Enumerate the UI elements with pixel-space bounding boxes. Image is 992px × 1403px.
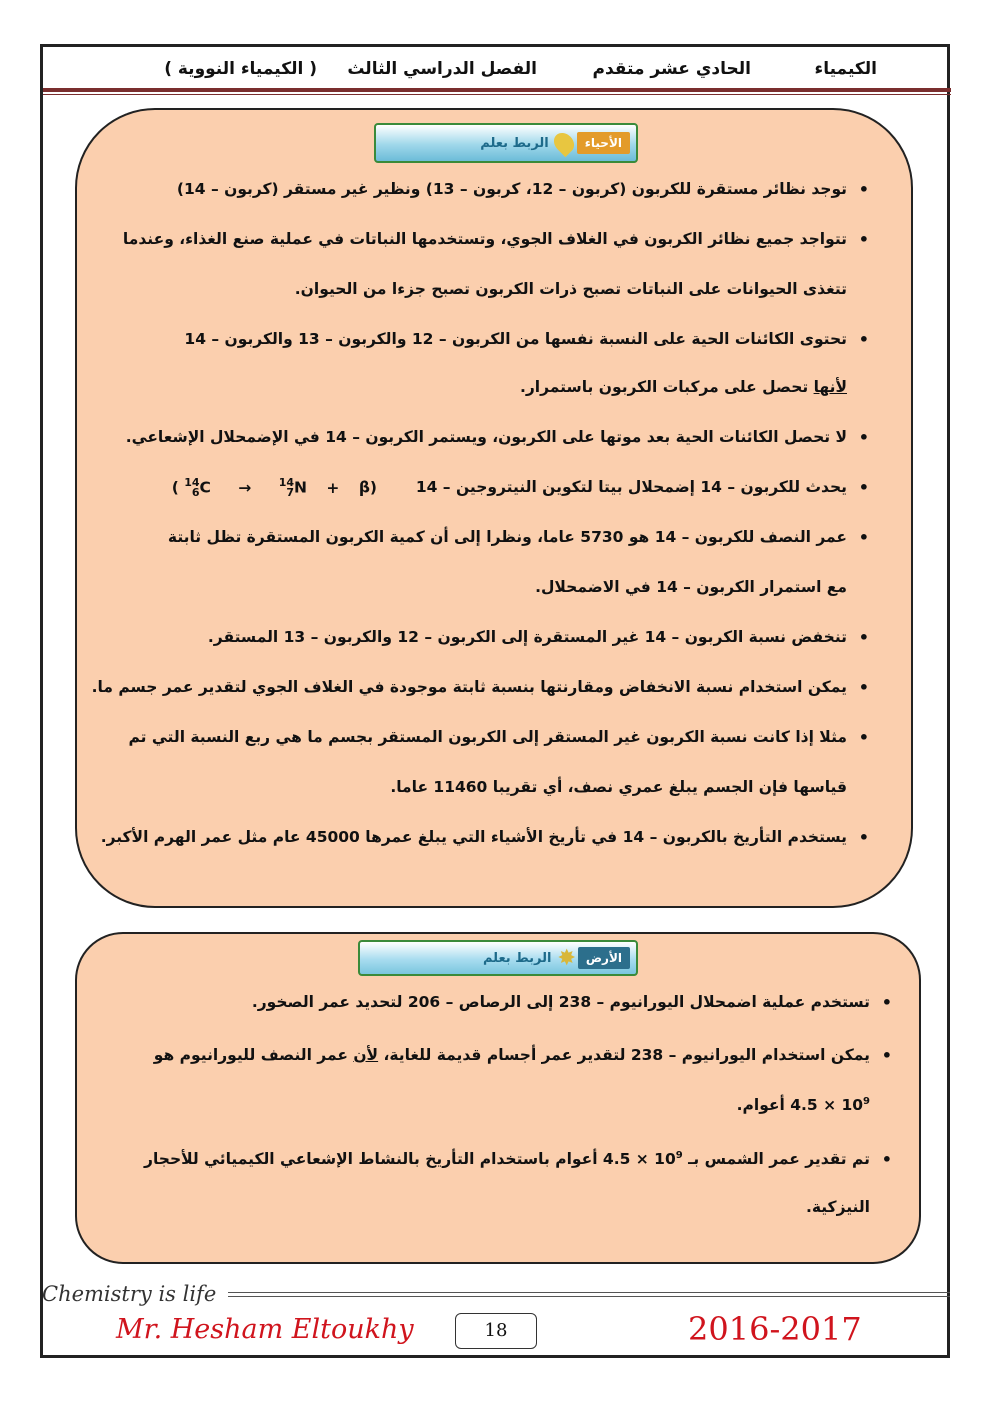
footer-divider-2 (228, 1296, 950, 1297)
bullet-estimate-age: • يمكن استخدام نسبة الانخفاض ومقارنتها بنسبة ثابتة موجودة في الغلاف الجوي لتقدير عمر جسم ما. (92, 678, 847, 696)
because-underlined-2: لأن (353, 1046, 379, 1064)
bullet-atmosphere-isotopes: • تتواجد جميع نظائر الكربون في الغلاف الجوي، وتستخدمها النباتات في عملية صنع الغذاء، وعندما (123, 230, 847, 248)
years-unit: أعوام. (736, 1096, 791, 1115)
bullet-sun-age-cont: النيزكية. (805, 1198, 870, 1216)
because-underlined: لأنها (813, 378, 847, 396)
bullet-sun-age (144, 1150, 870, 1168)
badge-earth-label: الأرض (578, 947, 630, 969)
uranium-half-life-text: عمر النصف لليورانيوم هو (153, 1046, 354, 1064)
bullet-example-cont: قياسها فإن الجسم يبلغ عمري نصف، أي تقريبا 11460 عاما. (390, 778, 847, 796)
bullet-uranium-rocks: • تستخدم عملية اضمحلال اليورانيوم – 238 إلى الرصاص – 206 لتحديد عمر الصخور. (252, 993, 870, 1011)
uranium-ancient-text: يمكن استخدام اليورانيوم – 238 لتقدير عمر أجسام قديمة للغاية، (378, 1046, 870, 1064)
bullet-atmosphere-isotopes-cont: تتغذى الحيوانات على النباتات تصبح ذرات الكربون تصبح جزءا من الحيوان. (294, 280, 847, 298)
sun-age-power: 10 (654, 1150, 676, 1169)
header-term: الفصل الدراسي الثالث (347, 59, 537, 79)
page-number: 18 (455, 1313, 537, 1349)
header-grade: الحادي عشر متقدم (592, 59, 751, 79)
sun-age-text: تم تقدير عمر الشمس بـ (682, 1150, 870, 1169)
bullet-half-life-cont: مع استمرار الكربون – 14 في الاضمحلال. (535, 578, 847, 596)
header-divider-thin (43, 94, 951, 95)
reaction-arrow: → (238, 478, 252, 497)
header-divider (43, 88, 951, 92)
n-atomic-number: 7 (286, 486, 295, 499)
bullet-carbon-dating-range: • يستخدم التأريخ بالكربون – 14 في تأريخ الأشياء التي يبلغ عمرها 45000 عام مثل عمر الهرم الأكبر. (101, 828, 847, 846)
bullet-uranium-ancient (154, 1046, 870, 1064)
carbon-symbol: C (199, 478, 211, 497)
page-header (43, 47, 947, 87)
badge-connection-text: الربط بعلم (480, 135, 549, 151)
uranium-half-life-value (737, 1096, 870, 1114)
bullet-half-life: • عمر النصف للكربون – 14 هو 5730 عاما، ونظرا إلى أن كمية الكربون المستقرة تظل ثابتة (168, 528, 847, 546)
c-atomic-number: 6 (191, 486, 200, 499)
bullet-stable-isotopes: • توجد نظائر مستقرة للكربون (كربون – 12، كربون – 13) ونظير غير مستقر (كربون – 14) (177, 180, 847, 198)
biology-badge (374, 123, 638, 163)
beta-decay-equation (172, 478, 377, 498)
eq-open: ( (171, 478, 179, 497)
badge-biology-label: الأحياء (577, 132, 630, 154)
maple-leaf-icon: ✸ (557, 945, 576, 971)
badge-connection-text-2: الربط بعلم (482, 950, 552, 966)
footer-slogan: Chemistry is life (42, 1282, 217, 1306)
bullet-ratio-decrease: • تنخفض نسبة الكربون – 14 غير المستقرة إلى الكربون – 12 والكربون – 13 المستقر. (208, 628, 847, 646)
bullet-after-death: • لا تحصل الكائنات الحية بعد موتها على الكربون، ويستمر الكربون – 14 في الإضمحلال الإشعاعي. (126, 428, 847, 446)
bullet-living-ratio-cont (520, 378, 847, 396)
uranium-half-life-number: 4.5 × 10 (790, 1096, 864, 1115)
uranium-exponent: 9 (863, 1096, 870, 1107)
beta-particle: β) (358, 478, 377, 497)
footer-divider (228, 1292, 950, 1293)
c-mass-number: 14 (184, 476, 200, 489)
header-unit: ( الكيمياء النووية ) (164, 59, 317, 79)
bullet-beta-decay: • يحدث للكربون – 14 إضمحلال بيتا لتكوين النيتروجين – 14 (416, 478, 847, 496)
bullet-living-ratio: • تحتوى الكائنات الحية على النسبة نفسها من الكربون – 12 والكربون – 13 والكربون – 14 (184, 330, 847, 348)
earth-badge (358, 940, 638, 976)
bullet-example: • مثلا إذا كانت نسبة الكربون غير المستقر إلى الكربون المستقر بجسم ما هي ربع النسبة التي تم (129, 728, 848, 746)
sun-age-exponent: 9 (675, 1150, 683, 1161)
plus-sign: + (326, 478, 340, 497)
leaf-icon (550, 129, 578, 157)
nitrogen-symbol: N (294, 478, 307, 497)
n-mass-number: 14 (278, 476, 295, 489)
sun-age-text-cont: × 4.5 أعوام باستخدام التأريخ بالنشاط الإشعاعي الكيميائي للأحجار (144, 1150, 655, 1169)
footer-author: Mr. Hesham Eltoukhy (116, 1314, 414, 1345)
living-ratio-reason: تحصل على مركبات الكربون باستمرار. (520, 378, 814, 396)
header-subject: الكيمياء (814, 59, 877, 79)
footer-year: 2016-2017 (688, 1310, 862, 1348)
